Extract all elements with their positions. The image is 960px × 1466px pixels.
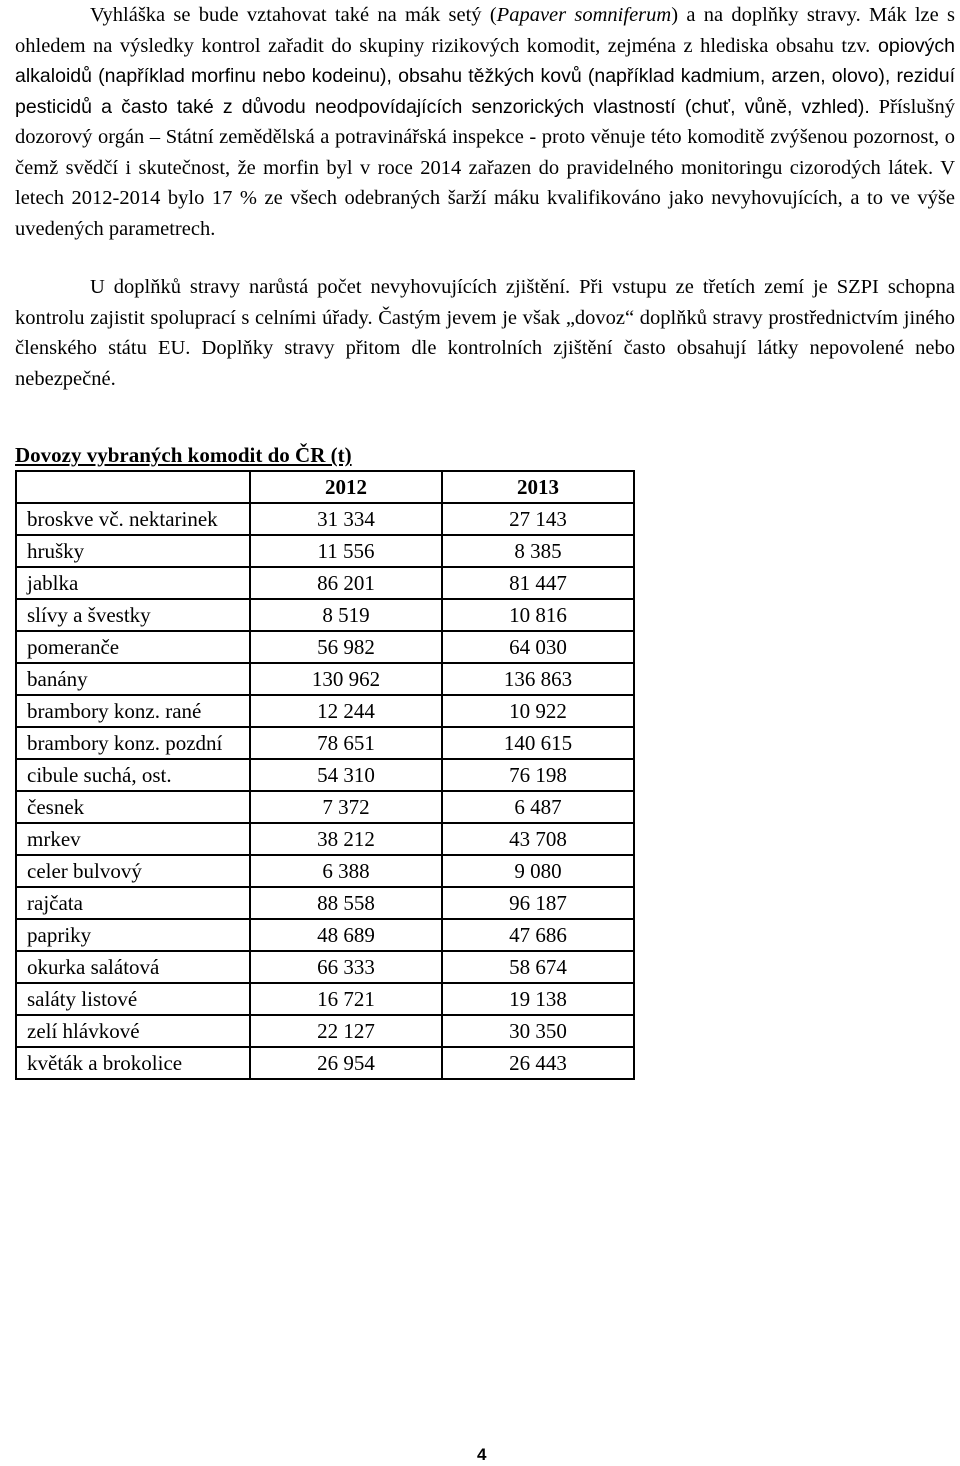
paragraph-poppy-part-d: Příslušný dozorový orgán – Státní zemědělská a potravinářská inspekce - proto věnuje této komoditě zvýšenou pozornost, o čemž svědčí i skutečnost, že morfin byl v roce 2014 zařazen do pravidelného monitoringu cizorodých látek. V letech 2012-2014 bylo 17 % ze všech odebraných šarží máku kvalifikováno jako nevyhovujících, a to ve výše uvedených parametrech. [15,95,955,240]
value-2012: 7 372 [250,791,442,823]
value-2013: 76 198 [442,759,634,791]
commodity-name: brambory konz. rané [16,695,250,727]
value-2013: 96 187 [442,887,634,919]
commodity-name: pomeranče [16,631,250,663]
table-row [16,535,634,567]
value-2013: 43 708 [442,823,634,855]
table-row [16,983,634,1015]
header-cell-blank [16,471,250,503]
value-2012: 22 127 [250,1015,442,1047]
value-2012: 8 519 [250,599,442,631]
table-row [16,951,634,983]
value-2013: 58 674 [442,951,634,983]
commodity-name: mrkev [16,823,250,855]
header-cell-2013: 2013 [442,471,634,503]
value-2013: 19 138 [442,983,634,1015]
value-2013: 136 863 [442,663,634,695]
value-2013: 64 030 [442,631,634,663]
value-2012: 12 244 [250,695,442,727]
commodity-name: cibule suchá, ost. [16,759,250,791]
value-2013: 10 816 [442,599,634,631]
table-title: Dovozy vybraných komodit do ČR (t) [15,443,352,467]
imports-table [15,470,635,1080]
paragraph-poppy-part-a: Vyhláška se bude vztahovat také na mák setý ( [90,4,497,26]
value-2013: 8 385 [442,535,634,567]
commodity-name: okurka salátová [16,951,250,983]
paragraph-poppy [15,0,955,244]
value-2012: 11 556 [250,535,442,567]
table-row [16,1015,634,1047]
value-2013: 6 487 [442,791,634,823]
table-row [16,695,634,727]
value-2012: 78 651 [250,727,442,759]
value-2012: 31 334 [250,503,442,535]
document-page [15,0,955,1080]
commodity-name: rajčata [16,887,250,919]
value-2012: 86 201 [250,567,442,599]
paragraph-supplements: U doplňků stravy narůstá počet nevyhovujících zjištění. Při vstupu ze třetích zemí je SZPI schopna kontrolu zajistit spoluprací s celními úřady. Častým jevem je však „dovoz“ doplňků stravy prostřednictvím jiného členského státu EU. Doplňky stravy přitom dle kontrolních zjištění často obsahují látky nepovolené nebo nebezpečné. [15,276,955,390]
value-2013: 81 447 [442,567,634,599]
value-2012: 26 954 [250,1047,442,1079]
commodity-name: banány [16,663,250,695]
value-2012: 56 982 [250,631,442,663]
commodity-name: jablka [16,567,250,599]
commodity-name: květák a brokolice [16,1047,250,1079]
value-2012: 54 310 [250,759,442,791]
table-row [16,663,634,695]
table-row [16,759,634,791]
value-2012: 48 689 [250,919,442,951]
value-2013: 26 443 [442,1047,634,1079]
table-row [16,599,634,631]
table-header-row [16,471,634,503]
commodity-name: hrušky [16,535,250,567]
commodity-name: zelí hlávkové [16,1015,250,1047]
value-2013: 9 080 [442,855,634,887]
commodity-name: broskve vč. nektarinek [16,503,250,535]
commodity-name: česnek [16,791,250,823]
table-row [16,919,634,951]
table-row [16,727,634,759]
table-row [16,791,634,823]
table-row [16,567,634,599]
table-row [16,887,634,919]
commodity-name: slívy a švestky [16,599,250,631]
value-2012: 66 333 [250,951,442,983]
value-2013: 27 143 [442,503,634,535]
header-cell-2012: 2012 [250,471,442,503]
latin-name: Papaver somniferum [496,4,672,26]
value-2012: 16 721 [250,983,442,1015]
table-row [16,823,634,855]
commodity-name: papriky [16,919,250,951]
table-row [16,1047,634,1079]
value-2013: 10 922 [442,695,634,727]
commodity-name: brambory konz. pozdní [16,727,250,759]
page-number: 4 [477,1445,487,1464]
paragraph-poppy-part-c: opiových alkaloidů (například morfinu nebo kodeinu), obsahu těžkých kovů (například kadmium, arzen, olovo), reziduí pesticidů a často také z důvodu neodpovídajících senzorických vlastností (chuť, vůně, vzhled). [15,34,955,118]
value-2012: 130 962 [250,663,442,695]
table-row [16,503,634,535]
value-2012: 38 212 [250,823,442,855]
value-2012: 6 388 [250,855,442,887]
value-2012: 88 558 [250,887,442,919]
table-row [16,631,634,663]
value-2013: 140 615 [442,727,634,759]
commodity-name: saláty listové [16,983,250,1015]
commodity-name: celer bulvový [16,855,250,887]
value-2013: 47 686 [442,919,634,951]
value-2013: 30 350 [442,1015,634,1047]
table-row [16,855,634,887]
paragraph-poppy-part-b: ) a na doplňky stravy. Mák lze s ohledem na výsledky kontrol zařadit do skupiny rizikových komodit, zejména z hlediska obsahu tzv. [15,4,956,57]
